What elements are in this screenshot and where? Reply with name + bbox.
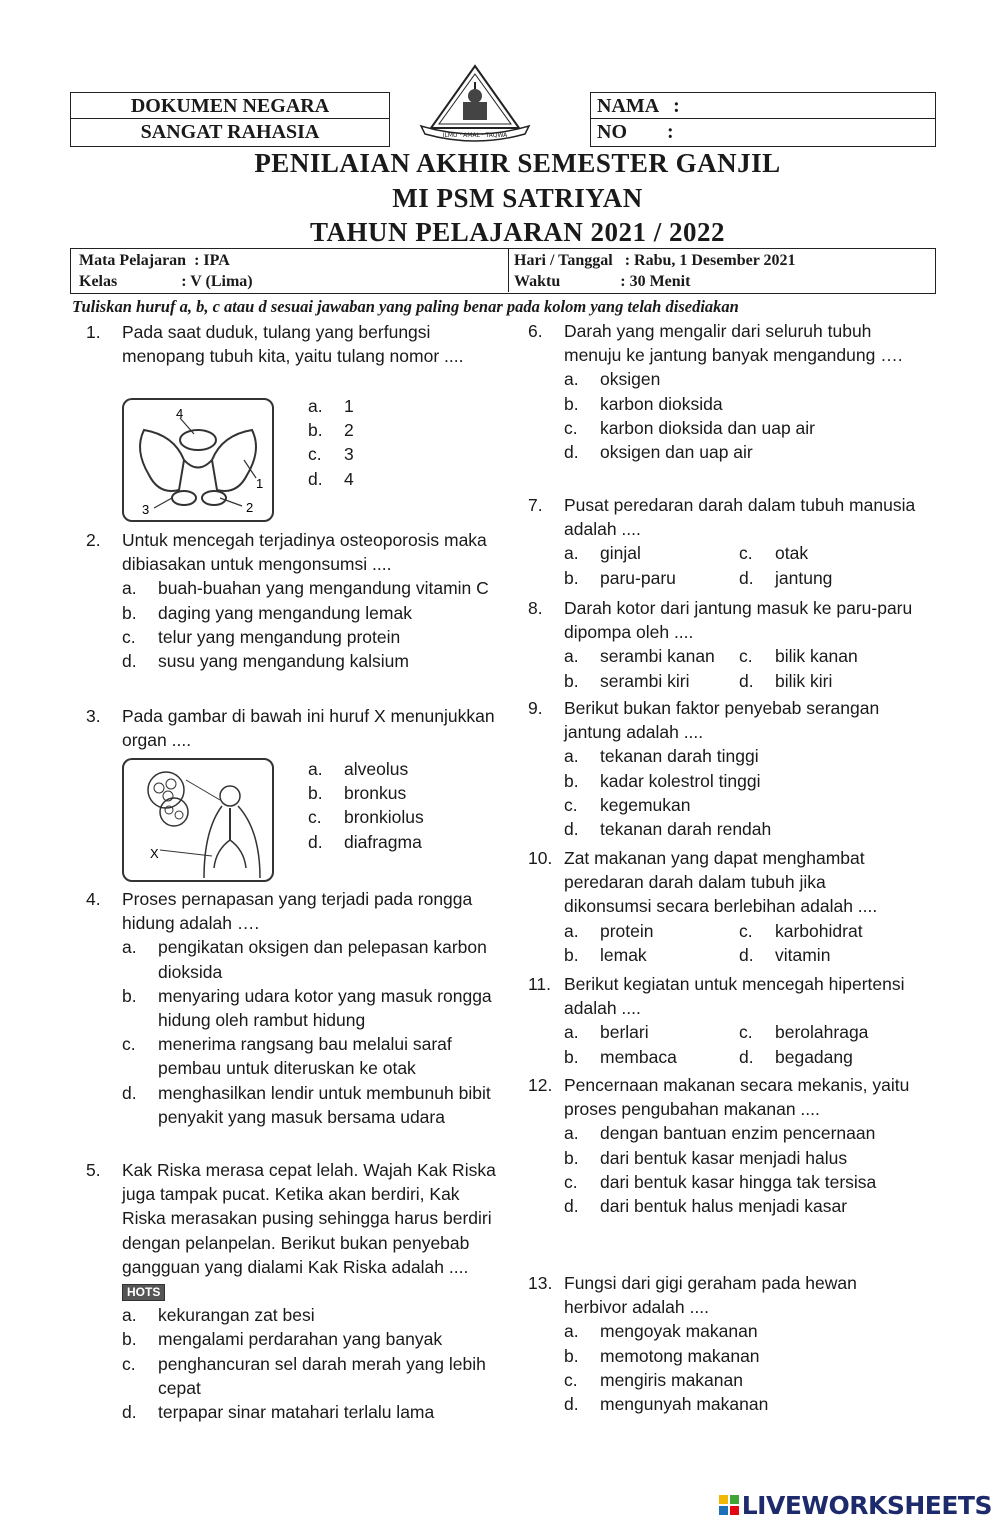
answer-option[interactable]: [272, 467, 472, 491]
answer-option[interactable]: [528, 769, 918, 793]
question-5: [86, 1158, 498, 1424]
question-1-options: [272, 394, 472, 491]
doc-line: DOKUMEN NEGARA: [71, 93, 389, 119]
option-letter: a.: [122, 578, 137, 599]
question-stem: Berikut bukan faktor penyebab serangan jantung adalah ....: [564, 698, 880, 743]
option-text: oksigen: [600, 369, 661, 390]
option-letter: a.: [564, 746, 579, 767]
answer-option[interactable]: [528, 1319, 918, 1343]
pelvis-label: 2: [246, 500, 254, 515]
academic-year: TAHUN PELAJARAN 2021 / 2022: [309, 217, 725, 247]
option-text: karbohidrat: [775, 920, 863, 941]
answer-option[interactable]: [86, 1400, 498, 1424]
option-text: terpapar sinar matahari terlalu lama: [158, 1402, 435, 1423]
option-text: otak: [775, 543, 809, 564]
option-letter: a.: [564, 1321, 579, 1342]
option-letter: a.: [122, 937, 137, 958]
option-text: daging yang mengandung lemak: [158, 602, 412, 623]
question-stem: [122, 1158, 498, 1303]
question-number: 11.: [528, 974, 552, 994]
answer-option[interactable]: [86, 1081, 498, 1129]
answer-option[interactable]: [528, 817, 918, 841]
answer-option[interactable]: [528, 392, 918, 416]
option-letter: a.: [564, 1022, 579, 1043]
option-letter: c.: [564, 1369, 578, 1390]
option-text: dari bentuk kasar hingga tak tersisa: [600, 1171, 877, 1192]
option-text: berlari: [600, 1022, 649, 1043]
answer-option[interactable]: [739, 669, 909, 693]
option-text: paru-paru: [600, 567, 676, 588]
option-letter: d.: [564, 1196, 579, 1217]
question-stem: Zat makanan yang dapat menghambat peredaran darah dalam tubuh jika dikonsumsi secara berlebihan adalah ....: [564, 848, 878, 917]
answer-option[interactable]: [86, 576, 498, 600]
option-letter: a.: [564, 543, 579, 564]
lung-label: X: [150, 846, 159, 861]
question-stem: Pusat peredaran darah dalam tubuh manusia adalah ....: [564, 495, 916, 540]
option-text: begadang: [775, 1046, 853, 1067]
option-text: bilik kanan: [775, 646, 858, 667]
answer-option[interactable]: [528, 367, 918, 391]
pelvis-drawing: [124, 400, 272, 520]
answer-option[interactable]: [528, 1146, 918, 1170]
document-classification-box: [70, 92, 390, 147]
option-letter: c.: [122, 626, 136, 647]
option-text: serambi kiri: [600, 670, 690, 691]
question-2: [86, 528, 498, 673]
option-text: kadar kolestrol tinggi: [600, 770, 761, 791]
question-11: [528, 972, 918, 1069]
option-letter: b.: [564, 1147, 579, 1168]
option-letter: a.: [308, 759, 323, 779]
answer-option[interactable]: [86, 984, 498, 1032]
answer-option[interactable]: [564, 943, 739, 967]
option-letter: c.: [564, 794, 578, 815]
answer-option[interactable]: [272, 757, 492, 781]
option-text: vitamin: [775, 944, 831, 965]
option-letter: a.: [564, 369, 579, 390]
question-3: [86, 704, 498, 752]
option-text: tekanan darah rendah: [600, 819, 772, 840]
option-text: penghancuran sel darah merah yang lebih cepat: [158, 1353, 486, 1398]
option-text: telur yang mengandung protein: [158, 626, 401, 647]
question-stem-text: Kak Riska merasa cepat lelah. Wajah Kak Riska juga tampak pucat. Ketika akan berdiri, Kak Riska merasakan pusing sehingga harus berdiri dengan pelanpelan. Berikut bukan penyebab gangguan yang dialami Kak Riska adalah ....: [122, 1160, 496, 1277]
answer-option[interactable]: [739, 566, 909, 590]
option-text: dengan bantuan enzim pencernaan: [600, 1123, 876, 1144]
option-letter: b.: [564, 567, 579, 588]
question-number: 12.: [528, 1075, 553, 1095]
option-letter: b.: [564, 1345, 579, 1366]
option-text: dari bentuk kasar menjadi halus: [600, 1147, 848, 1168]
option-text: berolahraga: [775, 1022, 869, 1043]
option-letter: b.: [564, 670, 579, 691]
answer-option[interactable]: [739, 919, 909, 943]
answer-option[interactable]: [272, 781, 492, 805]
question-number: 13.: [528, 1273, 553, 1293]
hots-badge: HOTS: [122, 1284, 165, 1301]
answer-option[interactable]: [564, 644, 739, 668]
option-text: pengikatan oksigen dan pelepasan karbon dioksida: [158, 937, 487, 982]
option-letter: c.: [739, 543, 753, 564]
answer-option[interactable]: [564, 919, 739, 943]
answer-option[interactable]: [739, 1020, 909, 1044]
answer-option[interactable]: [86, 935, 498, 983]
option-text: 1: [344, 396, 354, 416]
option-letter: d.: [564, 442, 579, 463]
option-letter: b.: [564, 770, 579, 791]
answer-option[interactable]: [739, 644, 909, 668]
option-letter: c.: [308, 444, 322, 465]
answer-option[interactable]: [86, 1303, 498, 1327]
brand-text: LIVEWORKSHEETS: [741, 1491, 992, 1520]
pelvis-label: 4: [176, 406, 184, 421]
option-text: karbon dioksida: [600, 393, 723, 414]
option-text: menyaring udara kotor yang masuk rongga hidung oleh rambut hidung: [158, 985, 492, 1031]
question-3-options: [272, 757, 492, 854]
answer-option[interactable]: [739, 943, 909, 967]
class-line: Kelas : V (Lima): [79, 273, 253, 290]
answer-option[interactable]: [528, 416, 918, 440]
option-letter: d.: [308, 468, 323, 489]
pelvis-figure: [122, 398, 274, 522]
question-number: 2.: [86, 530, 101, 550]
question-7: [528, 493, 918, 590]
question-6: [528, 319, 918, 464]
answer-option[interactable]: [272, 394, 472, 418]
question-stem: Berikut kegiatan untuk mencegah hipertensi adalah ....: [564, 974, 905, 1019]
option-text: oksigen dan uap air: [600, 442, 753, 463]
answer-option[interactable]: [528, 1392, 918, 1416]
exam-title: PENILAIAN AKHIR SEMESTER GANJIL: [254, 148, 781, 178]
option-letter: b.: [122, 985, 137, 1006]
option-text: karbon dioksida dan uap air: [600, 417, 816, 438]
option-text: membaca: [600, 1046, 677, 1067]
option-text: lemak: [600, 944, 647, 965]
option-letter: b.: [122, 1329, 137, 1350]
option-text: mengiris makanan: [600, 1369, 743, 1390]
option-text: ginjal: [600, 543, 641, 564]
option-letter: c.: [308, 807, 322, 828]
answer-option[interactable]: [564, 669, 739, 693]
school-name: MI PSM SATRIYAN: [392, 183, 643, 213]
option-letter: d.: [122, 1402, 137, 1423]
option-text: serambi kanan: [600, 646, 715, 667]
option-text: menerima rangsang bau melalui saraf pembau untuk diteruskan ke otak: [158, 1034, 452, 1079]
option-text: mengoyak makanan: [600, 1321, 758, 1342]
option-text: 4: [344, 468, 354, 489]
question-number: 8.: [528, 598, 543, 618]
question-number: 4.: [86, 889, 101, 909]
question-10: [528, 846, 918, 967]
answer-option[interactable]: [86, 649, 498, 673]
school-logo: [415, 62, 535, 144]
question-9: [528, 696, 918, 841]
answer-option[interactable]: [272, 418, 472, 442]
option-letter: d.: [739, 670, 754, 691]
answer-option[interactable]: [528, 744, 918, 768]
question-13: [528, 1271, 918, 1416]
option-text: mengalami perdarahan yang banyak: [158, 1329, 443, 1350]
question-stem: Darah kotor dari jantung masuk ke paru-paru dipompa oleh ....: [564, 598, 913, 643]
question-number: 9.: [528, 698, 543, 718]
day-date-line: Hari / Tanggal : Rabu, 1 Desember 2021: [514, 252, 796, 269]
answer-option[interactable]: [86, 601, 498, 625]
question-number: 5.: [86, 1160, 101, 1180]
answer-option[interactable]: [564, 541, 739, 565]
exam-info-box: [70, 248, 936, 294]
option-text: memotong makanan: [600, 1345, 760, 1366]
option-text: buah-buahan yang mengandung vitamin C: [158, 578, 489, 599]
subject-line: Mata Pelajaran : IPA: [79, 252, 230, 269]
option-letter: a.: [308, 396, 323, 416]
question-stem: Pada saat duduk, tulang yang berfungsi menopang tubuh kita, yaitu tulang nomor ....: [122, 322, 464, 367]
option-letter: d.: [739, 1046, 754, 1067]
option-letter: d.: [122, 1082, 137, 1103]
option-letter: d.: [122, 651, 137, 672]
question-number: 7.: [528, 495, 543, 515]
option-text: tekanan darah tinggi: [600, 746, 759, 767]
answer-option[interactable]: [564, 1045, 739, 1069]
answer-option[interactable]: [528, 1368, 918, 1392]
doc-line: SANGAT RAHASIA: [140, 121, 320, 143]
question-8: [528, 596, 918, 693]
question-stem: Fungsi dari gigi geraham pada hewan herbivor adalah ....: [564, 1273, 857, 1318]
option-text: protein: [600, 920, 654, 941]
question-1: [86, 320, 496, 368]
answer-option[interactable]: [528, 440, 918, 464]
option-text: bronkiolus: [344, 807, 424, 828]
question-12: [528, 1073, 918, 1218]
answer-option[interactable]: [86, 1327, 498, 1351]
option-text: bilik kiri: [775, 670, 833, 691]
option-text: bronkus: [344, 783, 407, 804]
liveworksheets-logo-icon: [718, 1494, 740, 1516]
lung-drawing: [124, 760, 272, 880]
answer-option[interactable]: [86, 1032, 498, 1080]
option-text: diafragma: [344, 831, 422, 852]
answer-option[interactable]: [564, 566, 739, 590]
answer-option[interactable]: [86, 1352, 498, 1400]
instruction: Tuliskan huruf a, b, c atau d sesuai jawaban yang paling benar pada kolom yang telah disediakan: [72, 297, 739, 316]
time-line: Waktu : 30 Menit: [514, 273, 691, 290]
option-text: 2: [344, 420, 354, 441]
option-letter: c.: [739, 1022, 753, 1043]
answer-option[interactable]: [272, 805, 492, 829]
option-text: kegemukan: [600, 794, 691, 815]
answer-option[interactable]: [272, 442, 472, 466]
pelvis-label: 1: [256, 476, 264, 491]
option-letter: c.: [564, 417, 578, 438]
question-stem: Pada gambar di bawah ini huruf X menunjukkan organ ....: [122, 706, 495, 751]
answer-option[interactable]: [528, 1121, 918, 1145]
option-letter: b.: [308, 420, 323, 441]
option-text: 3: [344, 444, 354, 465]
option-letter: c.: [564, 1171, 578, 1192]
option-text: mengunyah makanan: [600, 1394, 769, 1415]
question-number: 1.: [86, 322, 101, 342]
option-letter: c.: [122, 1034, 136, 1055]
question-number: 10.: [528, 848, 553, 868]
option-letter: b.: [564, 393, 579, 414]
option-letter: c.: [739, 646, 753, 667]
option-text: alveolus: [344, 759, 409, 779]
option-letter: b.: [122, 602, 137, 623]
option-letter: d.: [564, 1394, 579, 1415]
question-4: [86, 887, 498, 1129]
answer-option[interactable]: [528, 793, 918, 817]
respiratory-figure: [122, 758, 274, 882]
name-field-label[interactable]: NAMA :: [591, 93, 935, 119]
answer-option[interactable]: [739, 541, 909, 565]
option-text: jantung: [775, 567, 833, 588]
option-letter: a.: [564, 1123, 579, 1144]
liveworksheets-brand[interactable]: [718, 1491, 992, 1520]
option-letter: d.: [308, 831, 323, 852]
option-letter: a.: [564, 920, 579, 941]
answer-option[interactable]: [564, 1020, 739, 1044]
question-number: 3.: [86, 706, 101, 726]
option-letter: a.: [564, 646, 579, 667]
question-stem: Pencernaan makanan secara mekanis, yaitu proses pengubahan makanan ....: [564, 1075, 910, 1120]
option-letter: b.: [564, 944, 579, 965]
option-text: menghasilkan lendir untuk membunuh bibit penyakit yang masuk bersama udara: [158, 1082, 491, 1127]
option-letter: d.: [564, 819, 579, 840]
answer-option[interactable]: [528, 1194, 918, 1218]
question-number: 6.: [528, 321, 543, 341]
option-text: susu yang mengandung kalsium: [158, 651, 409, 672]
question-stem: Untuk mencegah terjadinya osteoporosis maka dibiasakan untuk mengonsumsi ....: [122, 530, 487, 575]
option-letter: c.: [122, 1353, 136, 1374]
question-stem: Proses pernapasan yang terjadi pada rongga hidung adalah ….: [122, 889, 473, 934]
option-letter: a.: [122, 1305, 137, 1326]
answer-option[interactable]: [528, 1170, 918, 1194]
option-letter: b.: [308, 783, 323, 804]
answer-option[interactable]: [528, 1344, 918, 1368]
option-letter: d.: [739, 944, 754, 965]
answer-option[interactable]: [272, 830, 492, 854]
option-text: dari bentuk halus menjadi kasar: [600, 1196, 848, 1217]
option-letter: c.: [739, 920, 753, 941]
answer-option[interactable]: [86, 625, 498, 649]
answer-option[interactable]: [739, 1045, 909, 1069]
question-stem: Darah yang mengalir dari seluruh tubuh menuju ke jantung banyak mengandung ….: [564, 321, 903, 366]
option-letter: b.: [564, 1046, 579, 1067]
student-identity-box: [590, 92, 936, 147]
pelvis-label: 3: [142, 502, 150, 517]
option-letter: d.: [739, 567, 754, 588]
number-field-label[interactable]: NO :: [597, 121, 674, 143]
option-text: kekurangan zat besi: [158, 1305, 315, 1326]
logo-banner-text: ILMU · AMAL · TAQWA: [442, 132, 508, 139]
